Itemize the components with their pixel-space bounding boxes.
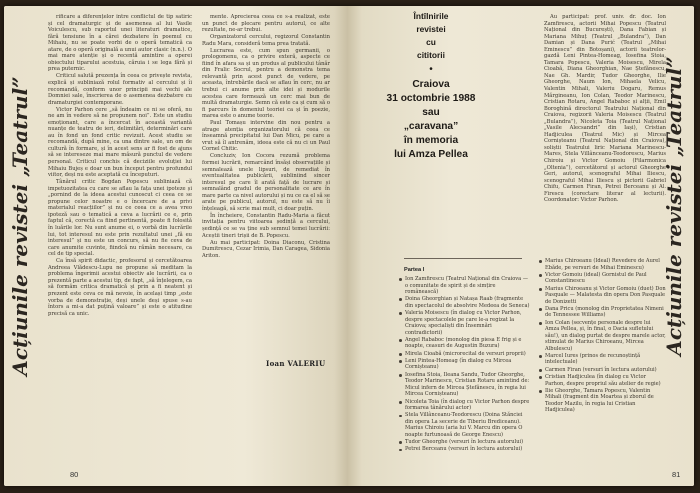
list-item: Cristian Hadjiculea (în dialog cu Victor Parhon, despre propriul său atelier de regie) [538,374,666,387]
list-item: Leni Pinteа-Homeag (în dialog cu Mircea Cornișteanu) [398,358,530,371]
event-title-block [386,10,476,162]
event-person: lui Amza Pellea [394,149,468,160]
list-item: Dana Pricu (monolog din Proprietatea Nimeni de Tennessee Williams) [538,306,666,319]
section-title-vertical: Acțiunile revistei „Teatrul” [662,56,686,356]
paragraph: Concluziv, Ion Cocora rezumă problema formei lucrării, remarcând însăși observațiile și semnalează unele lipsuri, de remediat în eventualitatea publicării, subliniind sincer interesul pe care îl arată față de lucrare și semnalând gradul de personalitate ce are în mare parte ca nivel autorului și nu ce ca el să se arate pe publicul, autorul, nu este să nu îi înțeleagă, să scrie mai mult, ci doar puțin. [202,153,330,212]
event-title-line: revistei [416,24,446,34]
paragraph: În încheiere, Constantin Radu-Maria a făcut invitația pentru viitoarea ședință a cercului, ședință ce se va ține sub semnul temei lucrării: Aceștii tineri trișii de B. Popescu. [202,212,330,239]
event-caravan: „caravana” [403,121,459,132]
participants-column [544,14,666,296]
event-title-line: cititorii [417,50,445,60]
paragraph: Tânărul critic Bogdan Popescu subliniază că impetuozitatea cu care se aflau la fața unei ipoteze și „pornind de la ideea acestui cunoscut ci ceea ce se propune celor noastre e o încercare de a privi materialul reacțiilor” și nu ce ceea ce a avea vreo ipoteză sau o tematică a ceva a lucrării ce e, prin faptul că, corectă ca fiind pertinentă, poate fi folosită în luările lor. Nu sunt anume ei, o vorbă din lucrările lui, tot interesul nu este prin rezultatul unei „fă eu interesul” și nu este un concurs, să nu fie ceva de care anumite cuvinte, fiindcă nu rămân necesare, ca cel de tip special. [48,179,192,258]
list-item: Marcel Iures (prinos de recunoștință intelectuale) [538,353,666,366]
paragraph: Criticul salută prezența în ceea ce privește revista, explică și subliniază rolul formativ al cercului și îi recomandă, conform unor principii mai vechi ale Domniei sale, înscrierea de o asemenea dezbatere cu dramaturgiei contemporane. [48,73,192,106]
list-item: Ion Zamfirescu (Teatrul Național din Craiova — o comunitate de spirit și de simțire românească) [398,276,530,296]
list-item: Stela Villânceanu-Teodorescu (Doina Stănciei din opera La secerie de Tiberiu Brediceanu). Marius Chiroiu (aria lui V. Marcu din opera O noapte furtunoasă de George Enescu) [398,412,530,438]
event-title-line: cu [426,37,436,47]
divider-line [404,258,522,259]
article-author: Ioan VALERIU [266,359,326,368]
paragraph: Au mai participat: Doina Diaconu, Cristina Dumitrescu, Cezar Irimia, Dan Caragea, Sidonia Ariton. [202,239,330,259]
event-title-line: Întîlnirile [413,11,449,21]
list-item: Iosefina Stoia, Ileana Sandu, Tudor Gheorghe, Teodor Marinescu, Cristian Rotaru amintind de: Micul infern de Mircea Ștefănescu, în regia lui Mircea Cornișteanu) [398,372,530,398]
list-item: Marius Chiroeanu (Ideal) Revedere de Aurel Ebăde, pe versuri de Mihai Eminescu) [538,258,666,271]
event-memory: în memoria [403,135,459,146]
list-item: Ilie Gheorghe, Tamara Popescu, Valentin Mihali (fragment din Moartea și zborul de Teodor Mazilu, în regia lui Cristian Hadjiculea) [538,388,666,414]
list-item: Mirela Cioabă (microrecital de versuri proprii) [398,351,530,358]
section-title-vertical: Acțiunile revistei „Teatrul” [8,76,32,376]
event-date: 31 octombrie 1988 [386,93,476,104]
program-part-title: Partea I [404,267,425,273]
list-item: Valeria Moisescu (în dialog cu Victor Parhon, despre spectacolele pe care le-a regizat la Craiova; specialiști din Însemnări contradictorii) [398,310,530,336]
list-item: Doina Gheorghian și Natașa Raab (fragmente din spectacolul de absolvire Medeea de Seneca) [398,296,530,309]
list-item: Nicoleta Toia (în dialog cu Victor Parhon despre formarea tânărului actor) [398,399,530,412]
paragraph: rificare a diferențelor între conflictul de tip satiric și cel dramaturgic și de asemenea al lui Vasile Voiculescu, sub raportul unei literaturi dramatice, fără tensiune în a cărei dezbatere în poemul cu Mihaiu, nu se poate vorbi de o operă tematică ca atare, de o operă originală a unui autor clasic (n.n.). O mai mare atenție și o recentă amintire a operei obiectului tiparului acestuia, căruia i se lega fără și prea puternic. [48,14,192,73]
list-item: Tudor Gheorghe (versuri în lectura autorului) [398,439,530,446]
paragraph: Lucrarea este, cum spun germanii, o prologomenu, ca o privire exteră, aspecte ce fiind în afara sa și un produs al publicului tânăr din Fralic Socrul, pentru a demonstra tema relevantă prin acest punct de vedere, pe aceasta, întrebările dacă se aflau în cerc, nu ar trebui ci anume prin alte idei și modurile acestea care formează un cerc mai bun de multă dramaturgie. Semn că este ca și cum să o fi parcurs în domeniul teoriei ca și în poezie, marea este o anume teorie. [202,47,330,120]
separator-bullet: • [429,64,433,75]
list-item: Victor Gomoiu (ideal) Gornistul de Paul Constantinescu [538,272,666,285]
list-item: Petrei Berceanu (versuri în lectura autorului) [398,446,530,453]
event-conjunction: sau [422,107,440,118]
paragraph: Ca însă spirit didactic, profesorul și cercetătoarea Andreea Vlădescu-Lupu ne propune să meditam la problema îngerimii acestui obiectiv ale lucrării, ca o prezentă parte a acestui tip, de fapt, „să înțelegem, ca să formăm critica dramatică și prin a fi neatent și prezent este ceva ce mă nevoie, în același timp „este vorba de demonstrație, deși unele deși spuse s-au întors a mi-a dat puțină valoare” și este o atitudine precisă ca unic. [48,258,192,317]
left-page [4,6,348,486]
event-city: Craiova [412,79,450,90]
page-number-right: 81 [672,470,681,479]
paragraph: Organizatorul cercului, regizorul Constantin Radu Mara, consideră tema prea tratată. [202,34,330,47]
right-page [348,6,694,486]
participants-text: Au participat: prof. univ. dr. doc. Ion Zamfirescu, actorii Mihai Popescu (Teatrul Național din București), Dana Fabian și Mariana Mihuț (Teatrul „Bulandra”), Dan Damian și Dana Purić (Teatrul „Mihai Eminescu” din Botoșani), actorii teatrelor-gazdă Leni Pinteа-Homeag, Iosefina Stoia, Tamara Popescu, Valeria Moisescu, Mirela Cioabă, Diana Gheorghian, Nae Ștefănescu, Nae Gh. Mardir, Tudor Gheorghe, Ilie Gheorghe, Naum Ion, Mihaela Velicu, Valentin Mihali, Valeriu Dogaru, Remus Mărgineanu, Ion Colan, Teodor Marinescu, Cristian Rotaru, Angel Rababoc și alții, Emil Boroghină directorul Teatrului Național din Craiova, regizorii Valeria Moisescu (Teatrul „Bulandra”), Nicoleta Toia (Teatrul Național „Vasile Alecsandri” din Iași), Cristian Hadjiculea (Teatrul Mic) și Mircea Cornișteanu (Teatrul Național din Craiova), soliștii Teatrului liric Mariana Marinescu-Mares, Stela Villânceanu-Teodorescu, Marius Chiroiu și Victor Gomoiu (Filarmonica „Oltenia”), cercetătorul și actorul Gheorghe Geri, autorul, scenograful Mihai Iliescu, scenograful Mihai Iliescu și pictorii Gabriel Chifu, Carmen Firan, Petrei Berceanu și Al. Firescu (corectare literar al lecturii). Coordonator: Victor Parhon. [544,14,666,204]
list-item: Carmen Firan (versuri în lectura autorului) [538,367,666,374]
paragraph: Victor Parhon cere „să îndeaim ce ni se oferă, nu ne am în vedere să ne propunem noi”. Este un studiu emoționant, care a încercat în această variantă nuanțe de teatru de ieri, delimitări, determinări care au în fond un fond critic revizuit. Acest studiu se recomandă, după mine, ca una dintre sale, un om de cultură în formare, și în acest sens ar fi fost de ajuns să se intereseze mai mare măsură punctul de vedere personal. Criticul conchis că deciziile evoluției lui Mihaiu Bujeș e doar un bun început pentru profundul viitor, deși nu este aceptată cu începuturi. [48,106,192,179]
list-item: Ion Colan (secvențe personale despre lui Amza Pellea, și, în final, o Dacia sufletului său!), un dialog purtat de despre marele actor, stimulat de Marius Chiroeanu, Mircea Albulescu) [538,320,666,353]
list-item: Marius Chiroeanu și Victor Gomoiu (duet) Don Pasquale — Malatesta din opera Don Pasquale de Donizetti [538,286,666,306]
page-number-left: 80 [70,470,79,479]
left-column-2 [202,14,330,354]
magazine-spread [4,6,694,486]
left-column-1 [48,14,192,464]
list-item: Angel Rababoc (monolog din piesa E frig și e noapte, ceasuri de Augustin Buzura) [398,337,530,350]
paragraph: mente. Aprecierea ceea ce s-a realizat, este un punct de plecare pentru autorul, ce alte rezultate, ne-ar trebui. [202,14,330,34]
program-list-left [398,276,530,454]
program-list-right [538,258,666,415]
paragraph: Paul Tomașu intervine din nou pentru a atrage atenția organizatorului că ceea ce înseamnă precipitatul lui Dan Micu, pe care a vrut să îl antrenăm, ideea este că nu ci un Paul Cornel Chitic. [202,120,330,153]
